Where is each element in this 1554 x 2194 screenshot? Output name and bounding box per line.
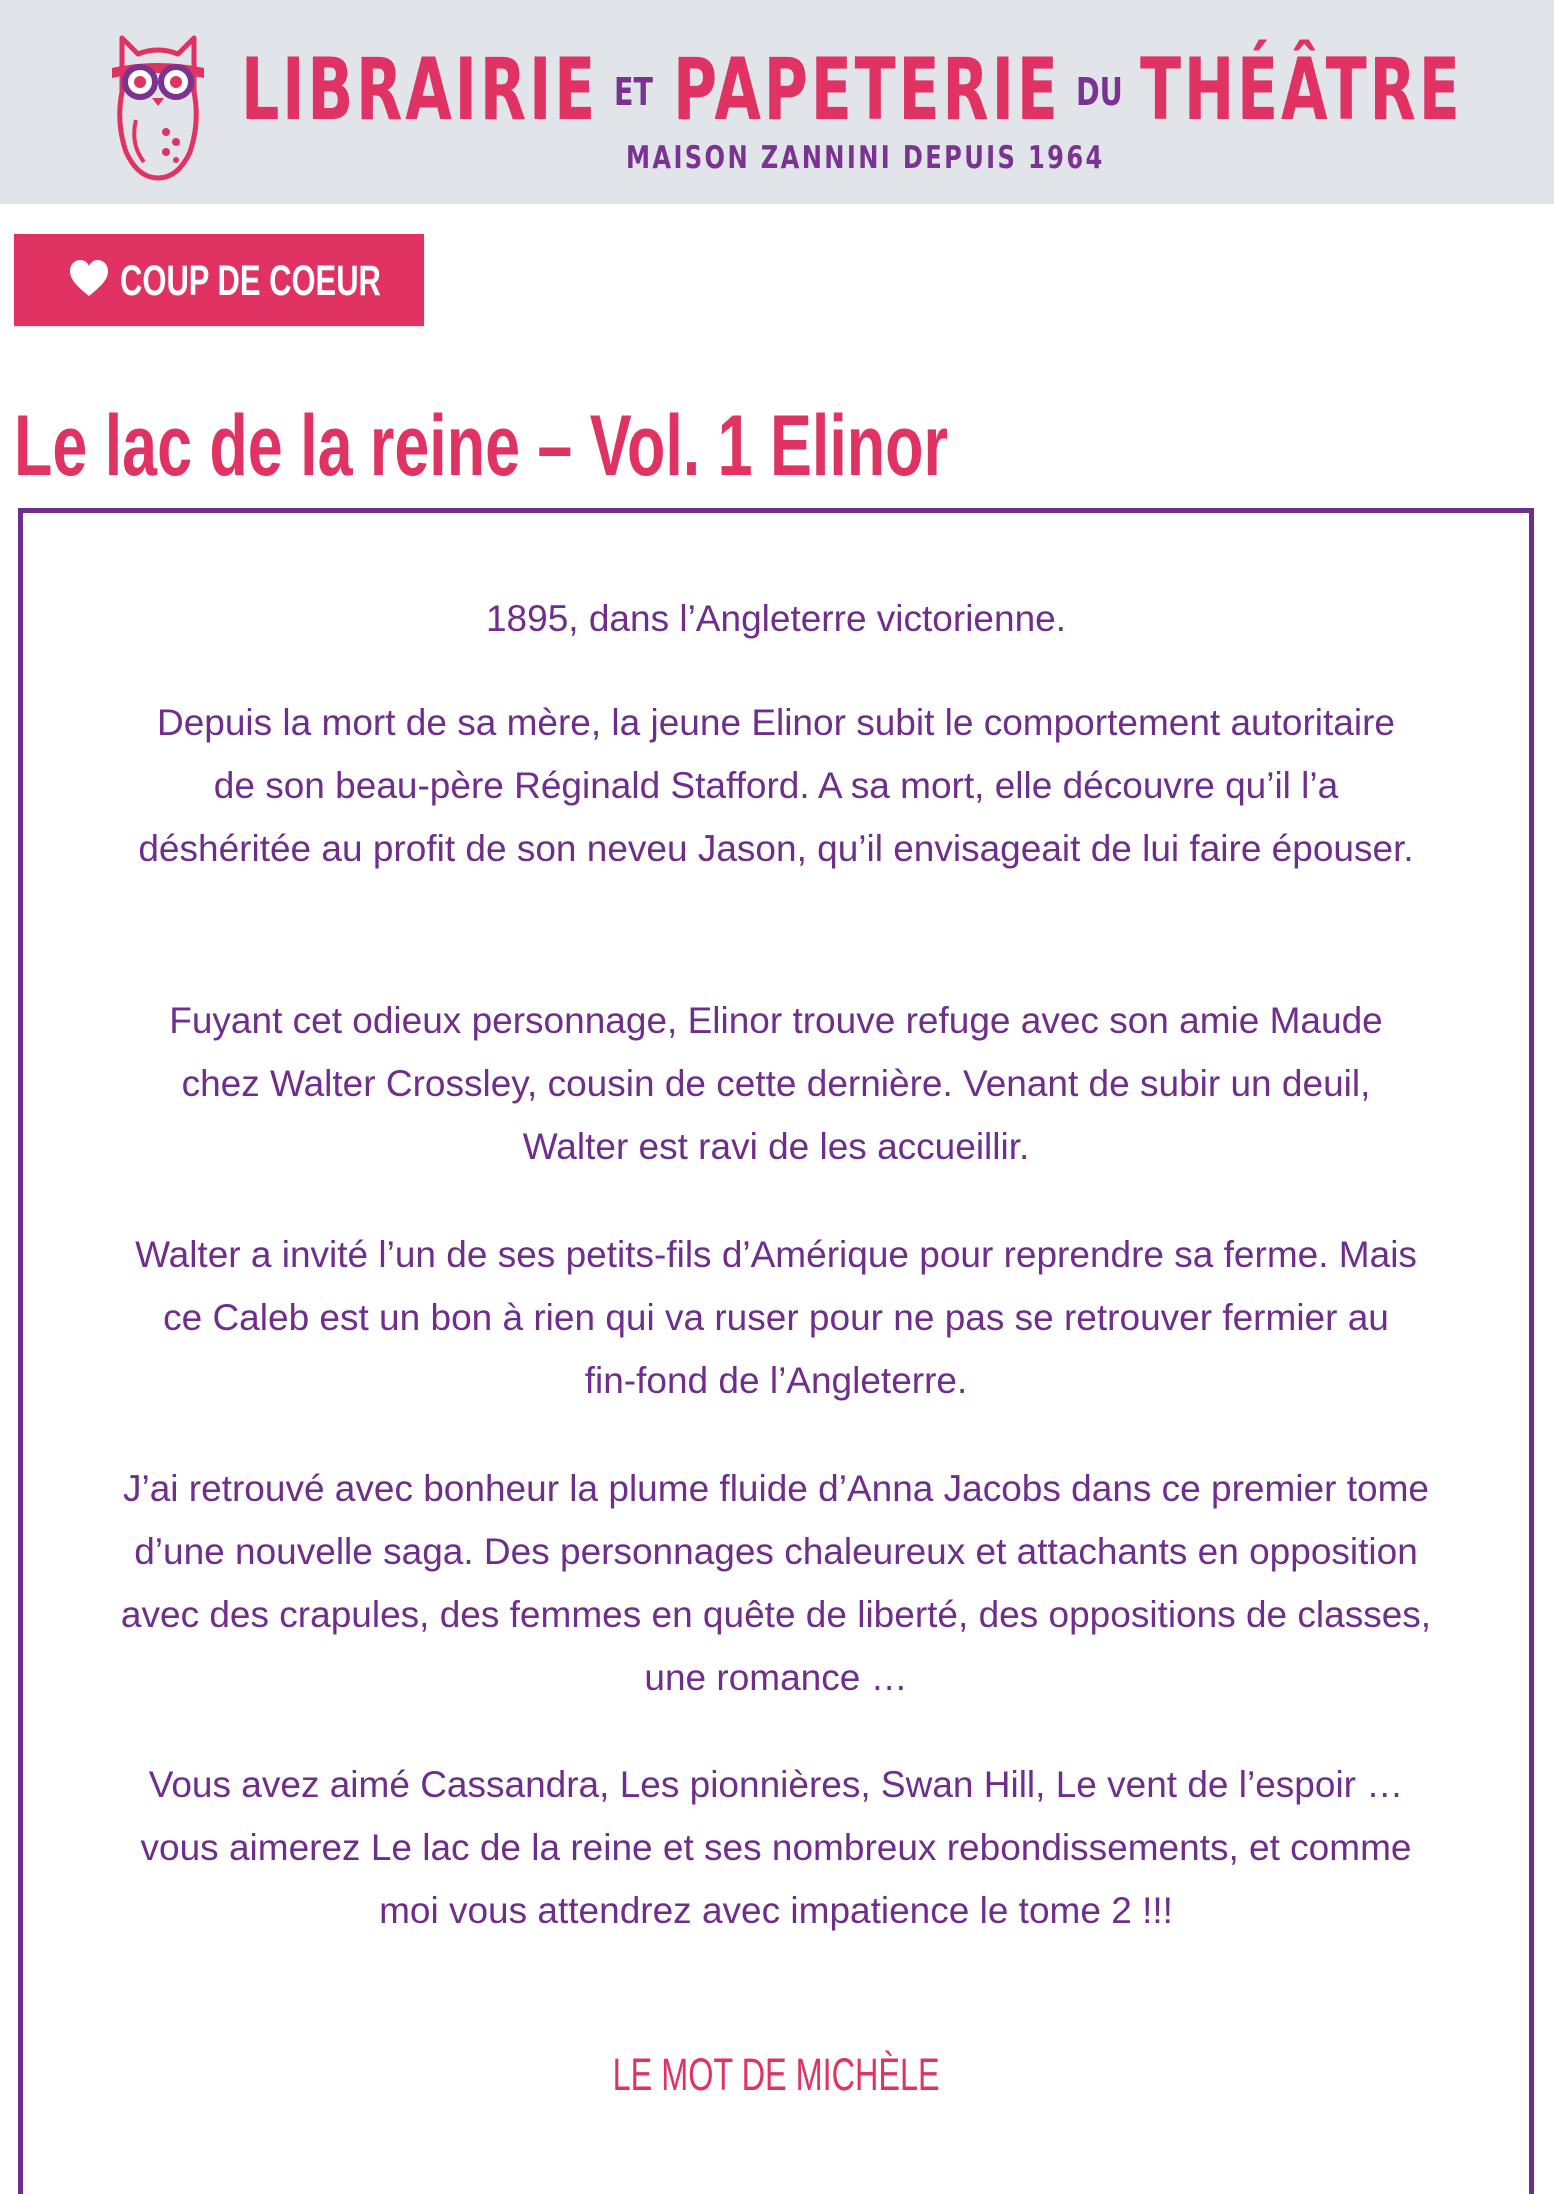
heart-icon (68, 258, 110, 298)
review-signature (23, 2045, 1529, 2105)
brand-word-librairie: LIBRAIRIE (241, 40, 599, 140)
badge-label: COUP DE COEUR (120, 257, 381, 305)
review-paragraph: 1895, dans l’Angleterre victorienne. (485, 598, 1067, 639)
review-paragraph: Depuis la mort de sa mère, la jeune Elinor subit le comportement autoritaire de son beau-père Réginald Stafford. A sa mort, elle découvre qu’il l’a déshéritée au profit de son neveu Jason, qu’il envisageait de lui faire épouser. (138, 702, 1414, 869)
brand-connector-du: DU (1076, 70, 1123, 114)
coup-de-coeur-badge[interactable] (14, 234, 424, 326)
page-title: Le lac de la reine – Vol. 1 Elinor (14, 398, 948, 494)
signature-text: LE MOT DE MICHÈLE (612, 2049, 940, 2100)
brand-word-papeterie: PAPETERIE (673, 40, 1061, 140)
review-paragraph: Vous avez aimé Cassandra, Les pionnières, Swan Hill, Le vent de l’espoir … vous aimerez Le lac de la reine et ses nombreux rebondissements, et comme moi vous attendrez avec impatience le tome 2 !!! (140, 1764, 1412, 1931)
site-header (0, 0, 1554, 204)
brand-name[interactable] (0, 40, 1554, 140)
brand-word-theatre: THÉÂTRE (1140, 40, 1463, 140)
review-paragraph: Walter a invité l’un de ses petits-fils d’Amérique pour reprendre sa ferme. Mais ce Caleb est un bon à rien qui va ruser pour ne pas se retrouver fermier au fin-fond de l’Angleterre. (135, 1234, 1417, 1401)
review-paragraph: Fuyant cet odieux personnage, Elinor trouve refuge avec son amie Maude chez Walter Crossley, cousin de cette dernière. Venant de subir un deuil, Walter est ravi de les accueillir. (169, 1000, 1383, 1167)
review-box (18, 508, 1534, 2194)
brand-subtitle: MAISON ZANNINI DEPUIS 1964 (626, 140, 1105, 176)
brand-connector-et: ET (614, 70, 653, 114)
review-paragraph: J’ai retrouvé avec bonheur la plume fluide d’Anna Jacobs dans ce premier tome d’une nouvelle saga. Des personnages chaleureux et attachants en opposition avec des crapules, des femmes en quête de liberté, des oppositions de classes, une romance … (120, 1468, 1432, 1698)
